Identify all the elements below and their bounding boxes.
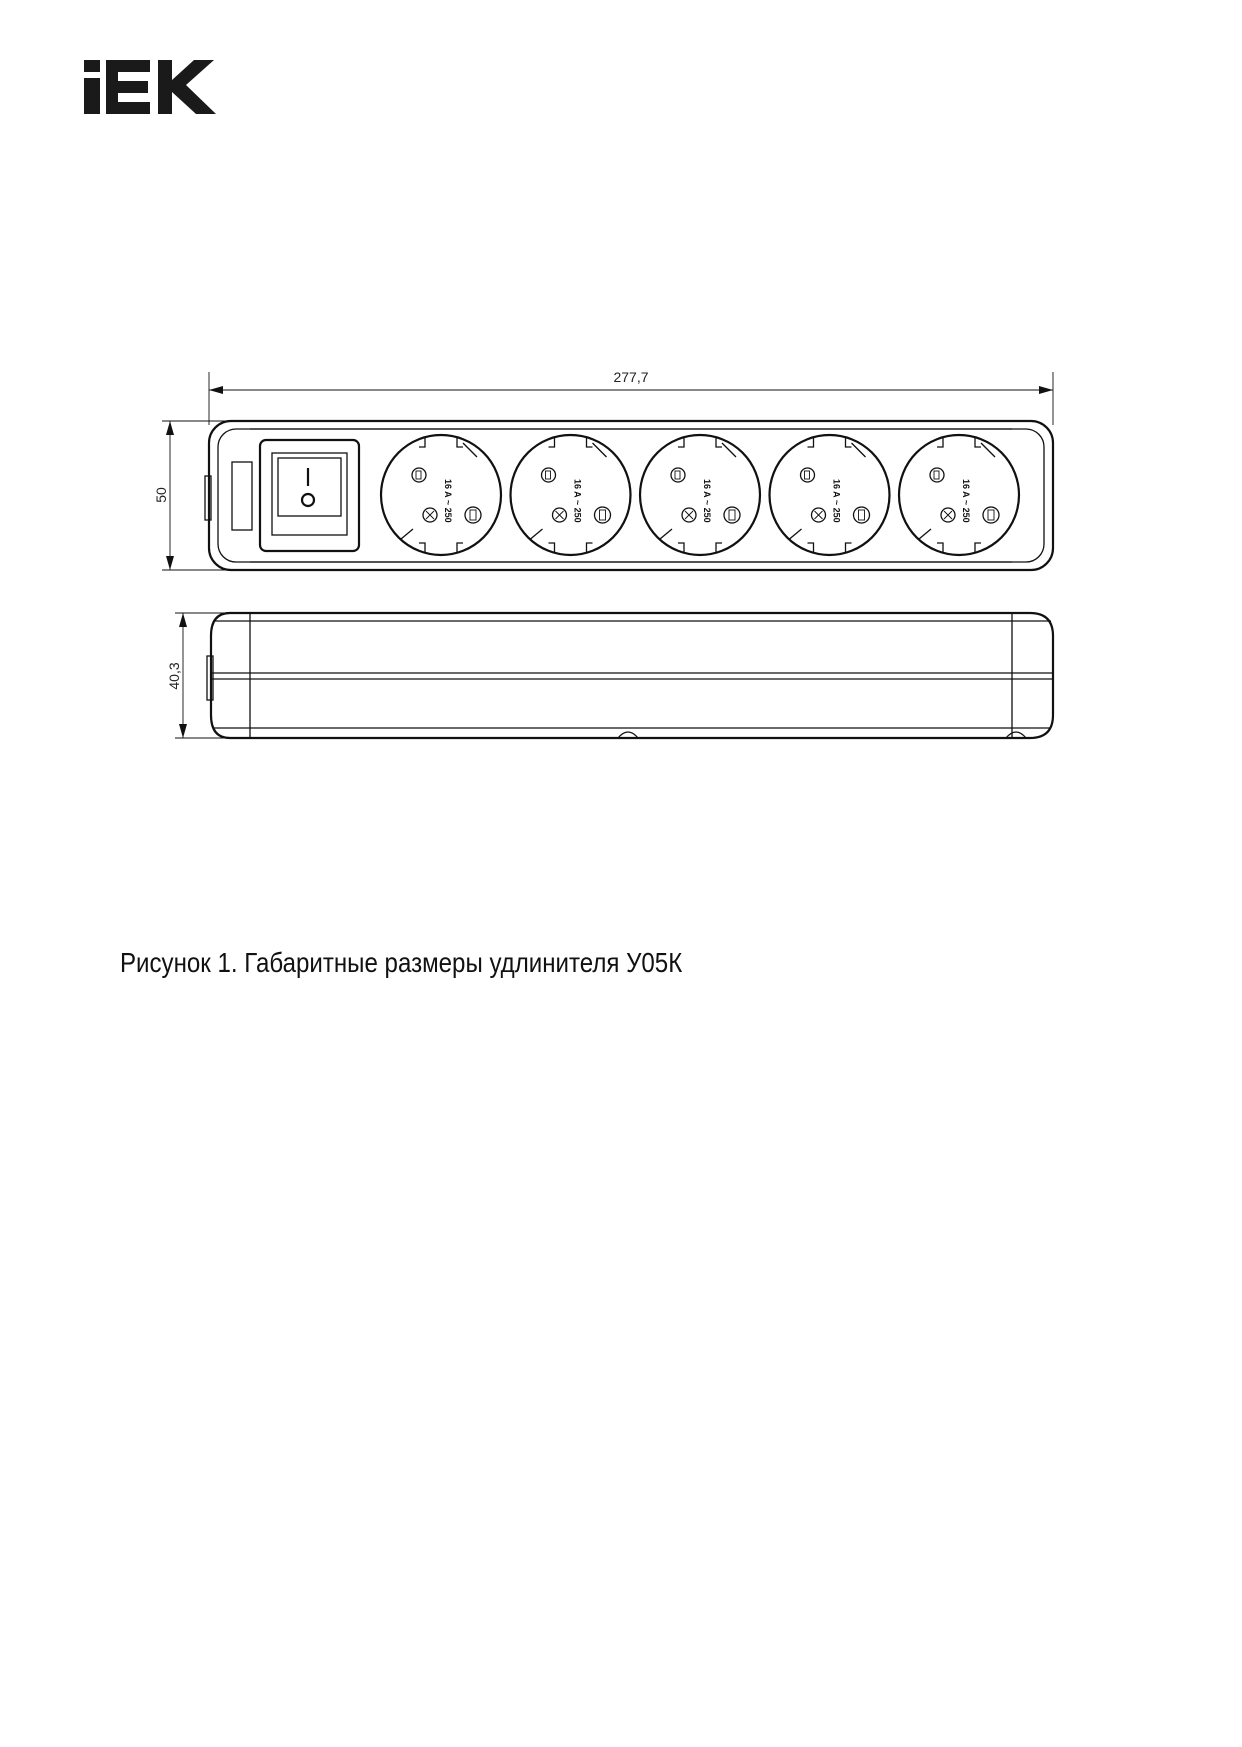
socket — [770, 435, 890, 555]
socket — [640, 435, 760, 555]
socket — [899, 435, 1019, 555]
side-view — [207, 613, 1053, 738]
figure-caption: Рисунок 1. Габаритные размеры удлинителя У05К — [120, 947, 683, 978]
length-dimension — [209, 369, 1053, 425]
socket — [381, 435, 501, 555]
socket-marking: 16 A ~ 250 — [961, 479, 971, 523]
width-dimension — [153, 421, 240, 570]
length-dimension-label: 277,7 — [613, 369, 649, 385]
socket-marking: 16 A ~ 250 — [572, 479, 583, 523]
sockets — [381, 435, 1019, 555]
height-dimension-label: 40,3 — [166, 662, 182, 690]
top-view — [205, 421, 1053, 570]
height-dimension — [166, 613, 228, 738]
socket-marking: 16 A ~ 250 — [702, 479, 712, 523]
socket — [511, 435, 631, 555]
power-switch — [260, 440, 359, 551]
socket-marking: 16 A ~ 250 — [443, 479, 453, 523]
technical-drawing — [0, 0, 1242, 800]
socket-marking: 16 A ~ 250 — [831, 479, 842, 523]
width-dimension-label: 50 — [153, 487, 169, 503]
